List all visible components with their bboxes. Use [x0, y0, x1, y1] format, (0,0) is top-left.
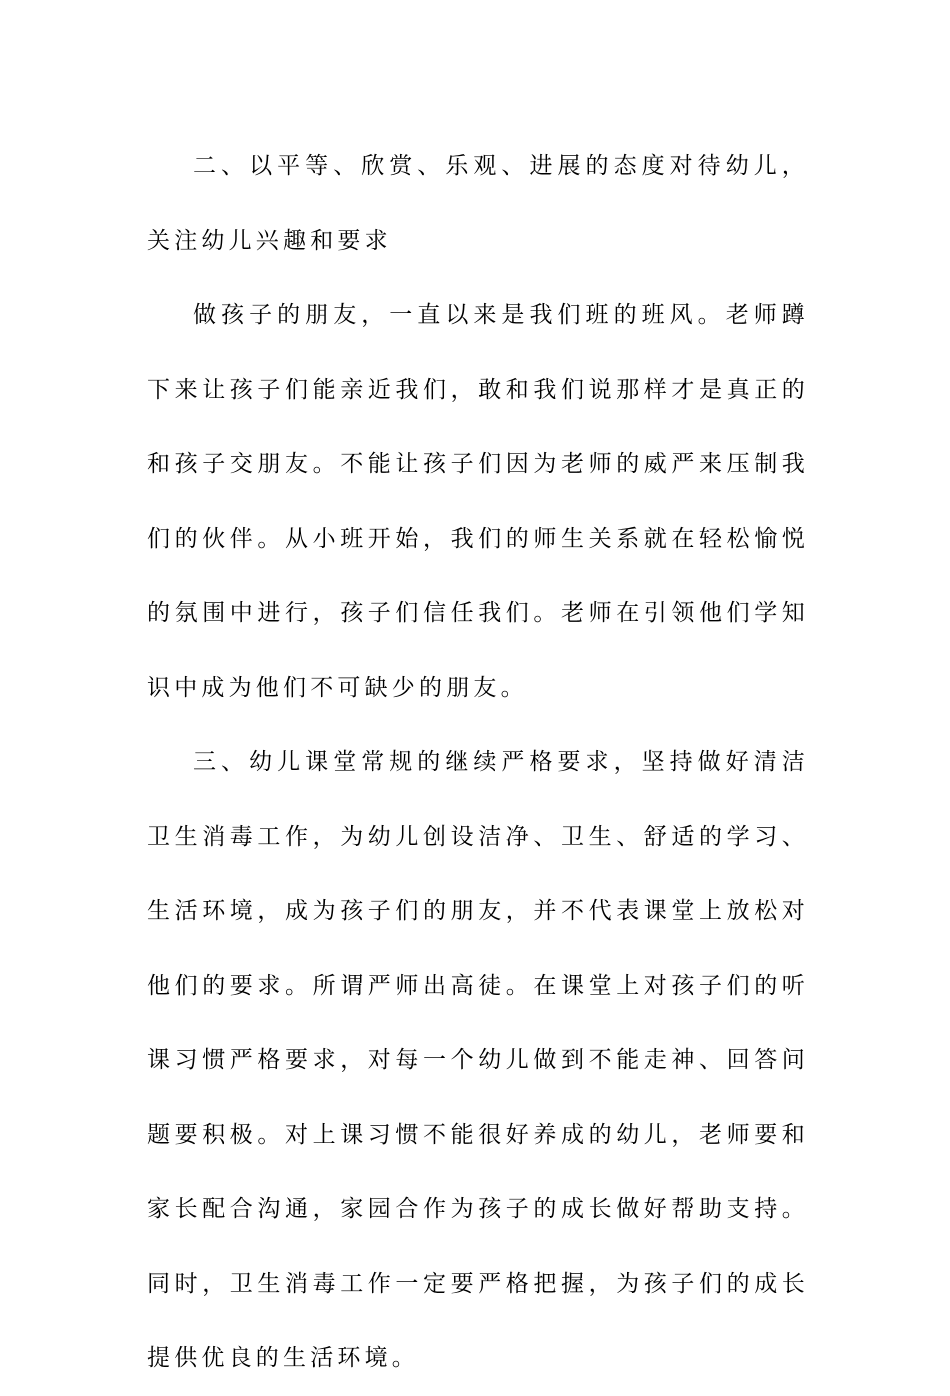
document-body	[147, 129, 809, 1396]
section-heading-two: 二、以平等、欣赏、乐观、进展的态度对待幼儿，关注幼儿兴趣和要求	[147, 153, 809, 254]
paragraph-friendship: 做孩子的朋友，一直以来是我们班的班风。老师蹲下来让孩子们能亲近我们，敢和我们说那样才是真正的和孩子交朋友。不能让孩子们因为老师的威严来压制我们的伙伴。从小班开始，我们的师生关系就在轻松愉悦的氛围中进行，孩子们信任我们。老师在引领他们学知识中成为他们不可缺少的朋友。	[147, 302, 809, 701]
section-heading-three-paragraph: 三、幼儿课堂常规的继续严格要求，坚持做好清洁卫生消毒工作，为幼儿创设洁净、卫生、舒适的学习、生活环境，成为孩子们的朋友，并不代表课堂上放松对他们的要求。所谓严师出高徒。在课堂上对孩子们的听课习惯严格要求，对每一个幼儿做到不能走神、回答问题要积极。对上课习惯不能很好养成的幼儿，老师要和家长配合沟通，家园合作为孩子的成长做好帮助支持。同时，卫生消毒工作一定要严格把握，为孩子们的成长提供优良的生活环境。	[147, 749, 809, 1371]
